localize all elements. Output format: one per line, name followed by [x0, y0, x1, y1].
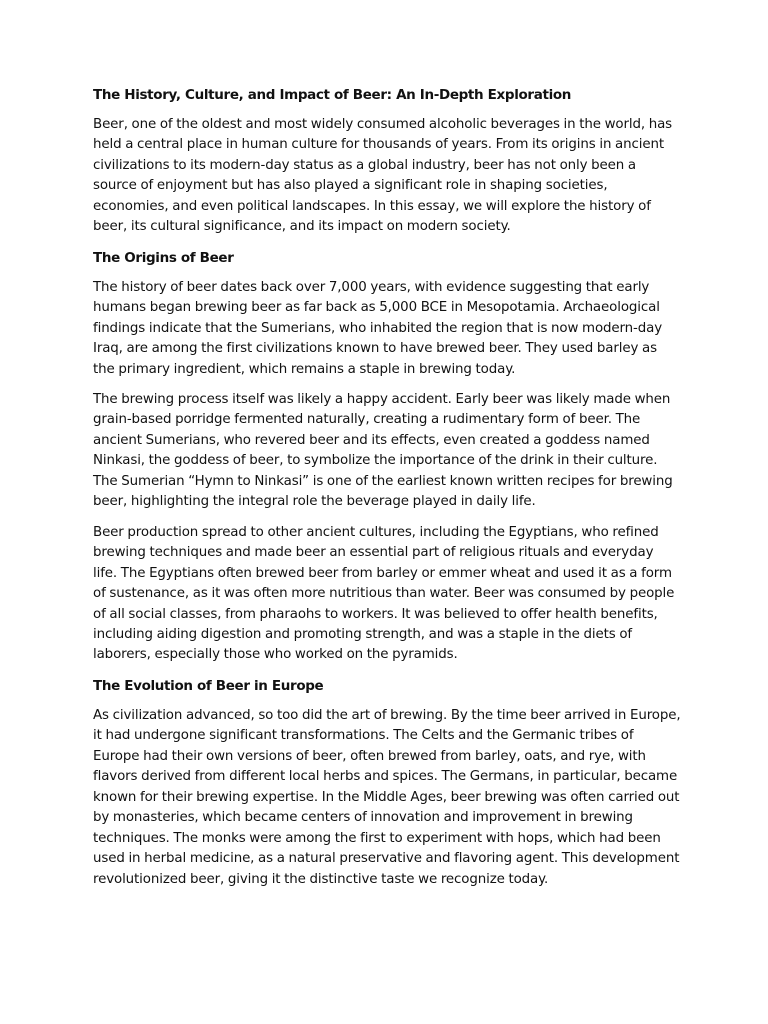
intro-paragraph: Beer, one of the oldest and most widely consumed alcoholic beverages in the world, has held a central place in human culture for thousands of years. From its origins in ancient civilizations to its modern-day status as a global industry, beer has not only been a source of enjoyment but has also played a significant role in shaping societies, economies, and even political landscapes. In this essay, we will explore the history of beer, its cultural significance, and its impact on modern society. — [93, 117, 673, 235]
document-body — [93, 85, 681, 900]
body-paragraph: The brewing process itself was likely a happy accident. Early beer was likely made when grain-based porridge fermented naturally, creating a rudimentary form of beer. The ancient Sumerians, who revered beer and its effects, even created a goddess named Ninkasi, the goddess of beer, to symbolize the importance of the drink in their culture. The Sumerian “Hymn to Ninkasi” is one of the earliest known written recipes for brewing beer, highlighting the integral role the beverage played in daily life. — [93, 391, 673, 510]
body-paragraph: As civilization advanced, so too did the art of brewing. By the time beer arrived in Europe, it had undergone significant transformations. The Celts and the Germanic tribes of Europe had their own versions of beer, often brewed from barley, oats, and rye, with flavors derived from different local herbs and spices. The Germans, in particular, became known for their brewing expertise. In the Middle Ages, beer brewing was often carried out by monasteries, which became centers of innovation and improvement in brewing techniques. The monks were among the first to experiment with hops, which had been used in herbal medicine, as a natural preservative and flavoring agent. This development revolutionized beer, giving it the distinctive taste we recognize today. — [93, 707, 681, 887]
body-paragraph: The history of beer dates back over 7,000 years, with evidence suggesting that early humans began brewing beer as far back as 5,000 BCE in Mesopotamia. Archaeological findings indicate that the Sumerians, who inhabited the region that is now modern-day Iraq, are among the first civilizations known to have brewed beer. They used barley as the primary ingredient, which remains a staple in brewing today. — [93, 279, 663, 377]
body-paragraph: Beer production spread to other ancient cultures, including the Egyptians, who refined brewing techniques and made beer an essential part of religious rituals and everyday life. The Egyptians often brewed beer from barley or emmer wheat and used it as a form of sustenance, as it was often more nutritious than water. Beer was consumed by people of all social classes, from pharaohs to workers. It was believed to offer health benefits, including aiding digestion and promoting strength, and was a staple in the diets of laborers, especially those who worked on the pyramids. — [93, 524, 675, 663]
document-title: The History, Culture, and Impact of Beer: An In-Depth Exploration — [93, 87, 572, 103]
section-heading-europe: The Evolution of Beer in Europe — [93, 677, 324, 694]
section-heading-origins: The Origins of Beer — [93, 249, 234, 266]
